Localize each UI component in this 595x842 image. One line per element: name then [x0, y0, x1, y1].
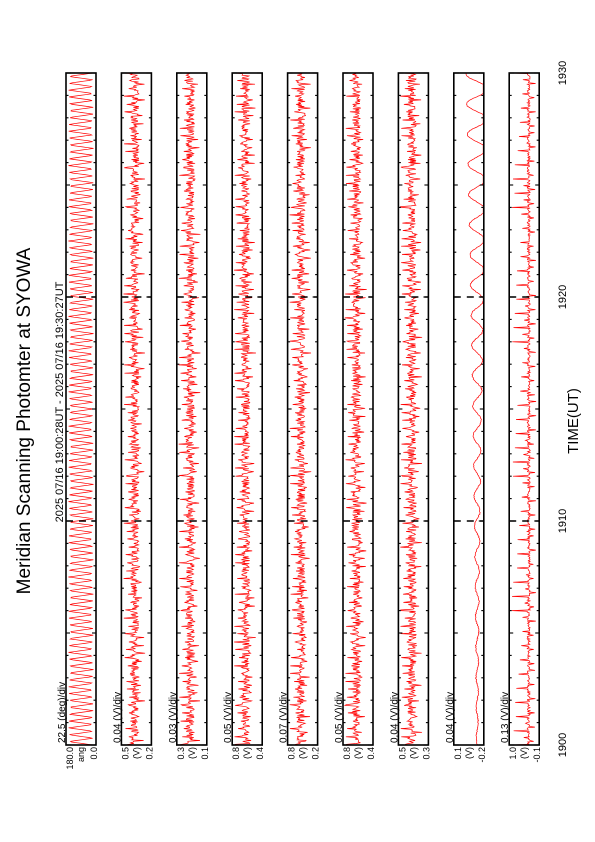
ylabel-unit-scan: ang [76, 747, 86, 763]
figure-title: Meridian Scanning Photomter at SYOWA [14, 247, 35, 595]
ticks-ch7 [454, 73, 484, 745]
trace-ch4 [290, 73, 312, 745]
ylabel-unit-ch1: (V) [131, 747, 142, 759]
ylabel-unit-ch5: (V) [353, 747, 363, 759]
trace-ch8 [512, 73, 536, 745]
scale-ch4: 0.07 (V)/div [278, 691, 290, 743]
rotated-plot-area [14, 61, 582, 770]
ticks-ch8 [509, 73, 539, 745]
ylabel-unit-ch7: (V) [463, 747, 474, 759]
panel-ch8 [500, 73, 542, 763]
scale-ch1: 0.04 (V)/div [112, 691, 124, 743]
ylabel-top-ch5: 0.8 [342, 747, 352, 760]
ylabel-bottom-ch6: 0.3 [421, 747, 432, 760]
ylabel-top-ch4: 0.8 [286, 747, 297, 760]
ylabel-bottom-ch4: 0.2 [310, 747, 321, 760]
trace-ch1 [123, 73, 145, 745]
panel-ch6 [389, 73, 431, 760]
ylabel-top-ch7: 0.1 [452, 747, 463, 760]
trace-ch3 [234, 73, 256, 745]
ylabel-bottom-ch7: -0.2 [476, 747, 487, 763]
ylabel-bottom-ch1: 0.2 [144, 747, 155, 760]
trace-ch5 [345, 73, 367, 745]
scale-ch6: 0.04 (V)/div [389, 691, 401, 743]
x-axis-label: TIME(UT) [565, 388, 582, 454]
ylabel-top-ch6: 0.5 [397, 747, 408, 760]
panel-ch7 [445, 73, 487, 763]
scale-ch5: 0.05 (V)/div [334, 691, 345, 743]
panel-ch5 [334, 73, 376, 760]
scale-ch3: 0.05 (V)/div [223, 691, 235, 743]
ylabel-unit-ch8: (V) [519, 747, 530, 759]
ylabel-top-ch1: 0.5 [120, 747, 131, 760]
panels-group [57, 73, 542, 770]
ylabel-top-scan: 180.0 [65, 747, 75, 770]
panel-ch4 [279, 73, 321, 760]
panel-frame-ch7 [454, 73, 484, 745]
x-tick-label: 1900 [557, 732, 569, 758]
ylabel-bottom-ch3: 0.4 [255, 747, 266, 760]
ylabel-bottom-ch5: 0.4 [366, 747, 376, 760]
ylabel-unit-ch4: (V) [297, 747, 308, 759]
scale-ch8: 0.13 (V)/div [500, 691, 512, 743]
ylabel-unit-ch6: (V) [408, 747, 419, 759]
ylabel-bottom-scan: 0.0 [89, 747, 99, 760]
x-tick-label: 1920 [557, 284, 569, 310]
x-tick-label: 1930 [557, 60, 569, 86]
ylabel-top-ch8: 1.0 [508, 747, 519, 760]
panel-ch2 [168, 73, 210, 760]
ylabel-top-ch2: 0.3 [175, 747, 186, 760]
scale-ch2: 0.03 (V)/div [167, 691, 179, 743]
x-tick-label: 1910 [557, 508, 569, 534]
scale-scan: 22.5 (deg)/div [57, 681, 68, 743]
ylabel-bottom-ch2: 0.1 [199, 747, 210, 760]
panel-ch1 [112, 73, 154, 760]
panel-ch3 [223, 73, 265, 760]
ylabel-unit-ch2: (V) [186, 747, 197, 759]
trace-ch2 [179, 73, 201, 745]
ylabel-unit-ch3: (V) [242, 747, 253, 759]
trace-ch6 [400, 73, 422, 745]
ylabel-bottom-ch8: -0.1 [532, 747, 543, 763]
time-range: 2025 07/16 19:00:28UT - 2025 07/16 19:30:27UT [54, 281, 66, 523]
trace-scan [68, 73, 93, 745]
ylabel-top-ch3: 0.8 [231, 747, 242, 760]
scale-ch7: 0.04 (V)/div [444, 691, 456, 743]
ticks-ch3 [232, 73, 262, 745]
panel-frame-ch8 [509, 73, 539, 745]
panel-frame-ch3 [232, 73, 262, 745]
